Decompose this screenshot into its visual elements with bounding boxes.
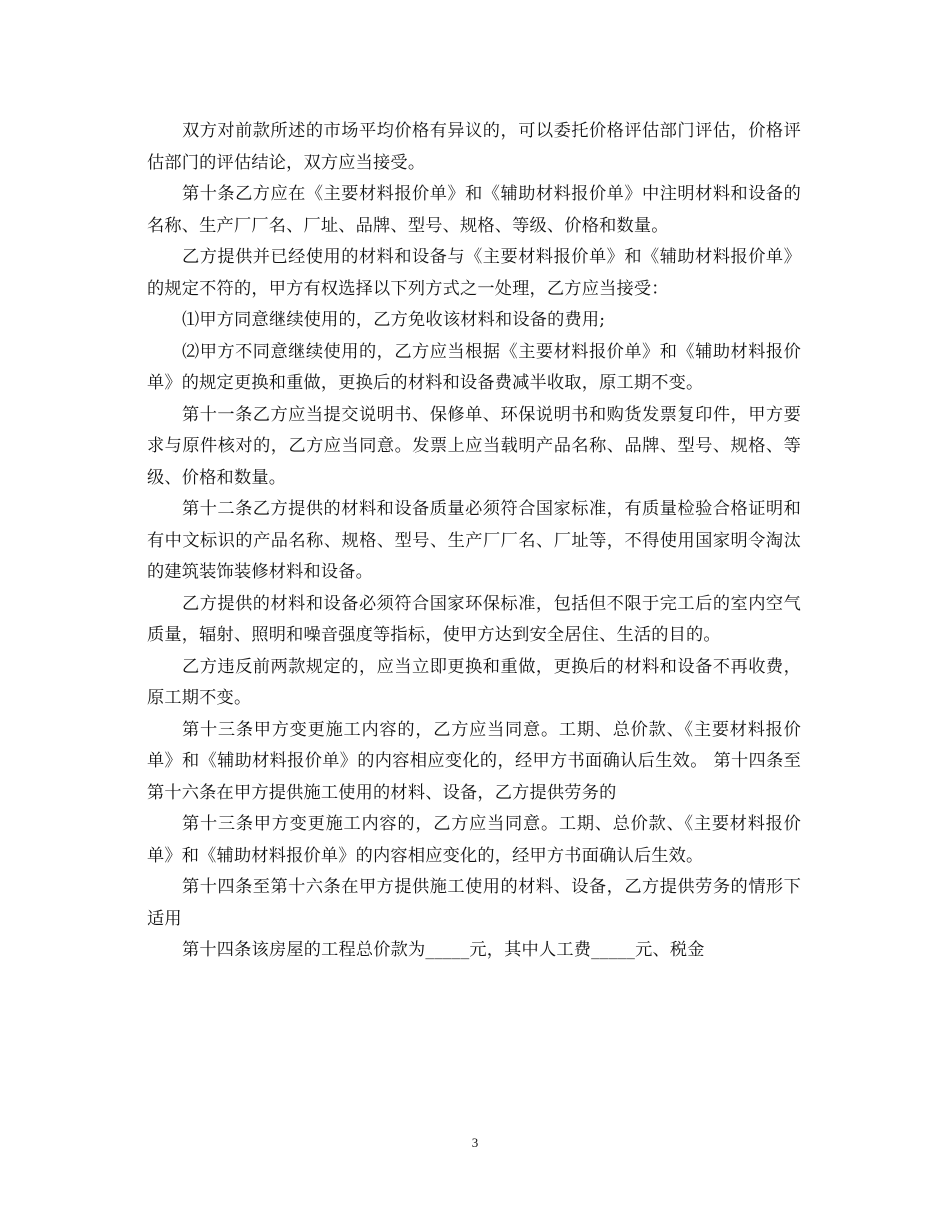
page-number: 3 — [471, 1135, 479, 1150]
paragraph-article-13-combined: 第十三条甲方变更施工内容的，乙方应当同意。工期、总价款、《主要材料报价单》和《辅助材料报价单》的内容相应变化的，经甲方书面确认后生效。 第十四条至第十六条在甲方提供施工使用的材料、设备，乙方提供劳务的 — [147, 719, 801, 803]
paragraph-option-2: ⑵甲方不同意继续使用的，乙方应当根据《主要材料报价单》和《辅助材料报价单》的规定更换和重做，更换后的材料和设备费减半收取，原工期不变。 — [147, 341, 801, 393]
paragraph-articles-14-16-scope: 第十四条至第十六条在甲方提供施工使用的材料、设备，乙方提供劳务的情形下适用 — [147, 877, 801, 929]
paragraph-nonconforming-materials: 乙方提供并已经使用的材料和设备与《主要材料报价单》和《辅助材料报价单》的规定不符的，甲方有权选择以下列方式之一处理，乙方应当接受： — [147, 247, 801, 299]
document-body — [147, 116, 801, 967]
paragraph-article-10: 第十条乙方应在《主要材料报价单》和《辅助材料报价单》中注明材料和设备的名称、生产厂厂名、厂址、品牌、型号、规格、等级、价格和数量。 — [147, 184, 801, 236]
paragraph-article-13: 第十三条甲方变更施工内容的，乙方应当同意。工期、总价款、《主要材料报价单》和《辅助材料报价单》的内容相应变化的，经甲方书面确认后生效。 — [147, 814, 801, 866]
paragraph-article-12: 第十二条乙方提供的材料和设备质量必须符合国家标准，有质量检验合格证明和有中文标识的产品名称、规格、型号、生产厂厂名、厂址等，不得使用国家明令淘汰的建筑装饰装修材料和设备。 — [147, 499, 801, 582]
paragraph-option-1: ⑴甲方同意继续使用的，乙方免收该材料和设备的费用; — [182, 310, 606, 330]
paragraph-price-dispute: 双方对前款所述的市场平均价格有异议的，可以委托价格评估部门评估，价格评估部门的评估结论，双方应当接受。 — [147, 121, 801, 173]
paragraph-article-11: 第十一条乙方应当提交说明书、保修单、环保说明书和购货发票复印件，甲方要求与原件核对的，乙方应当同意。发票上应当载明产品名称、品牌、型号、规格、等级、价格和数量。 — [147, 404, 801, 488]
paragraph-article-14: 第十四条该房屋的工程总价款为_____元，其中人工费_____元、税金 — [182, 940, 705, 960]
paragraph-environmental-standards: 乙方提供的材料和设备必须符合国家环保标准，包括但不限于完工后的室内空气质量，辐射、照明和噪音强度等指标，使甲方达到安全居住、生活的目的。 — [147, 593, 801, 645]
paragraph-violation-remedy: 乙方违反前两款规定的，应当立即更换和重做，更换后的材料和设备不再收费，原工期不变。 — [147, 656, 801, 708]
